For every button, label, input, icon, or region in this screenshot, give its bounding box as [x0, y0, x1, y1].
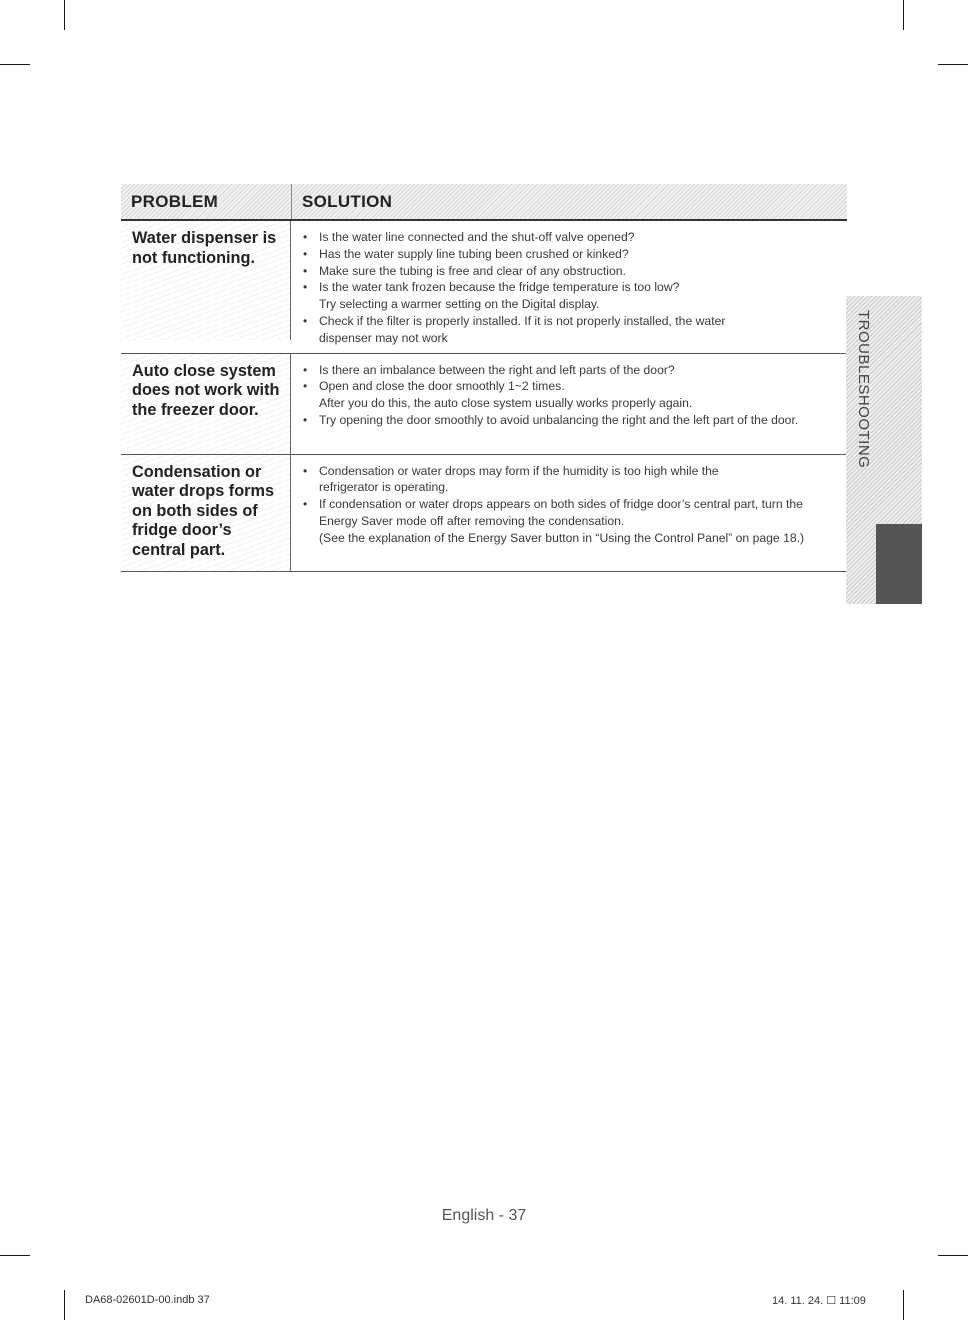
- solution-item: • Condensation or water drops may form if the humidity is too high while the refrigerator is operating.: [303, 463, 719, 495]
- problem-cell: [121, 221, 291, 340]
- side-tab-marker: [876, 524, 922, 604]
- crop-mark: [0, 1255, 30, 1256]
- bullet-icon: •: [303, 246, 308, 261]
- crop-mark: [938, 1255, 968, 1256]
- solution-subtext: (See the explanation of the Energy Saver button in “Using the Control Panel” on page 18.): [319, 530, 805, 545]
- bullet-icon: •: [303, 379, 308, 394]
- table-row: [121, 221, 847, 354]
- bullet-icon: •: [303, 362, 308, 377]
- section-side-tab: [846, 296, 922, 604]
- header-problem: PROBLEM: [131, 192, 219, 211]
- crop-mark: [903, 1290, 904, 1320]
- solution-cell: [291, 455, 847, 571]
- solution-cell: [291, 354, 847, 454]
- table-header: [121, 184, 847, 221]
- problem-text: Water dispenser is not functioning.: [132, 229, 277, 267]
- bullet-icon: •: [303, 463, 308, 478]
- header-divider: [291, 184, 292, 219]
- bullet-icon: •: [303, 497, 308, 512]
- problem-cell: [121, 455, 291, 571]
- solution-item: • Is the water tank frozen because the fridge temperature is too low? Try selecting a warmer setting on the Digital display.: [303, 279, 841, 313]
- print-file-info: DA68-02601D-00.indb 37: [85, 1294, 210, 1306]
- solution-cell: [291, 221, 847, 353]
- side-tab-label: TROUBLESHOOTING: [855, 310, 872, 469]
- problem-cell: [121, 354, 291, 454]
- bullet-icon: •: [303, 313, 308, 328]
- problem-text: Condensation or water drops forms on both sides of fridge door’s central part.: [132, 462, 275, 559]
- crop-mark: [903, 0, 904, 30]
- bullet-icon: •: [303, 280, 308, 295]
- solution-item: • Check if the filter is properly installed. If it is not properly installed, the water dispenser may not work: [303, 313, 726, 345]
- crop-mark: [938, 64, 968, 65]
- bullet-icon: •: [303, 263, 308, 278]
- page-number: English - 37: [441, 1207, 527, 1224]
- solution-item: • Make sure the tubing is free and clear of any obstruction.: [303, 263, 626, 278]
- crop-mark: [64, 0, 65, 30]
- bullet-icon: •: [303, 412, 308, 427]
- solution-item: • Has the water supply line tubing been crushed or kinked?: [303, 246, 629, 261]
- solution-item: • Open and close the door smoothly 1~2 times. After you do this, the auto close system usually works properly again.: [303, 378, 841, 412]
- solution-item: • Try opening the door smoothly to avoid unbalancing the right and the left part of the door.: [303, 412, 799, 427]
- solution-subtext: Try selecting a warmer setting on the Digital display.: [319, 297, 600, 312]
- crop-mark: [0, 64, 30, 65]
- bullet-icon: •: [303, 230, 308, 244]
- print-date-info: 14. 11. 24. ☐ 11:09: [772, 1295, 866, 1307]
- header-solution: SOLUTION: [302, 192, 393, 211]
- table-row: [121, 455, 847, 572]
- troubleshooting-table: [121, 184, 847, 572]
- solution-item: • If condensation or water drops appears on both sides of fridge door’s central part, turn the Energy Saver mode off after removing the condensation. (See the explanation of the Energy Saver button in “Using the Control Panel” on page 18.): [303, 496, 841, 546]
- solution-item: • Is the water line connected and the shut-off valve opened?: [303, 230, 635, 244]
- table-row: [121, 354, 847, 455]
- solution-item: • Is there an imbalance between the right and left parts of the door?: [303, 362, 675, 377]
- problem-text: Auto close system does not work with the freezer door.: [132, 361, 280, 419]
- crop-mark: [64, 1290, 65, 1320]
- solution-subtext: After you do this, the auto close system usually works properly again.: [319, 396, 693, 411]
